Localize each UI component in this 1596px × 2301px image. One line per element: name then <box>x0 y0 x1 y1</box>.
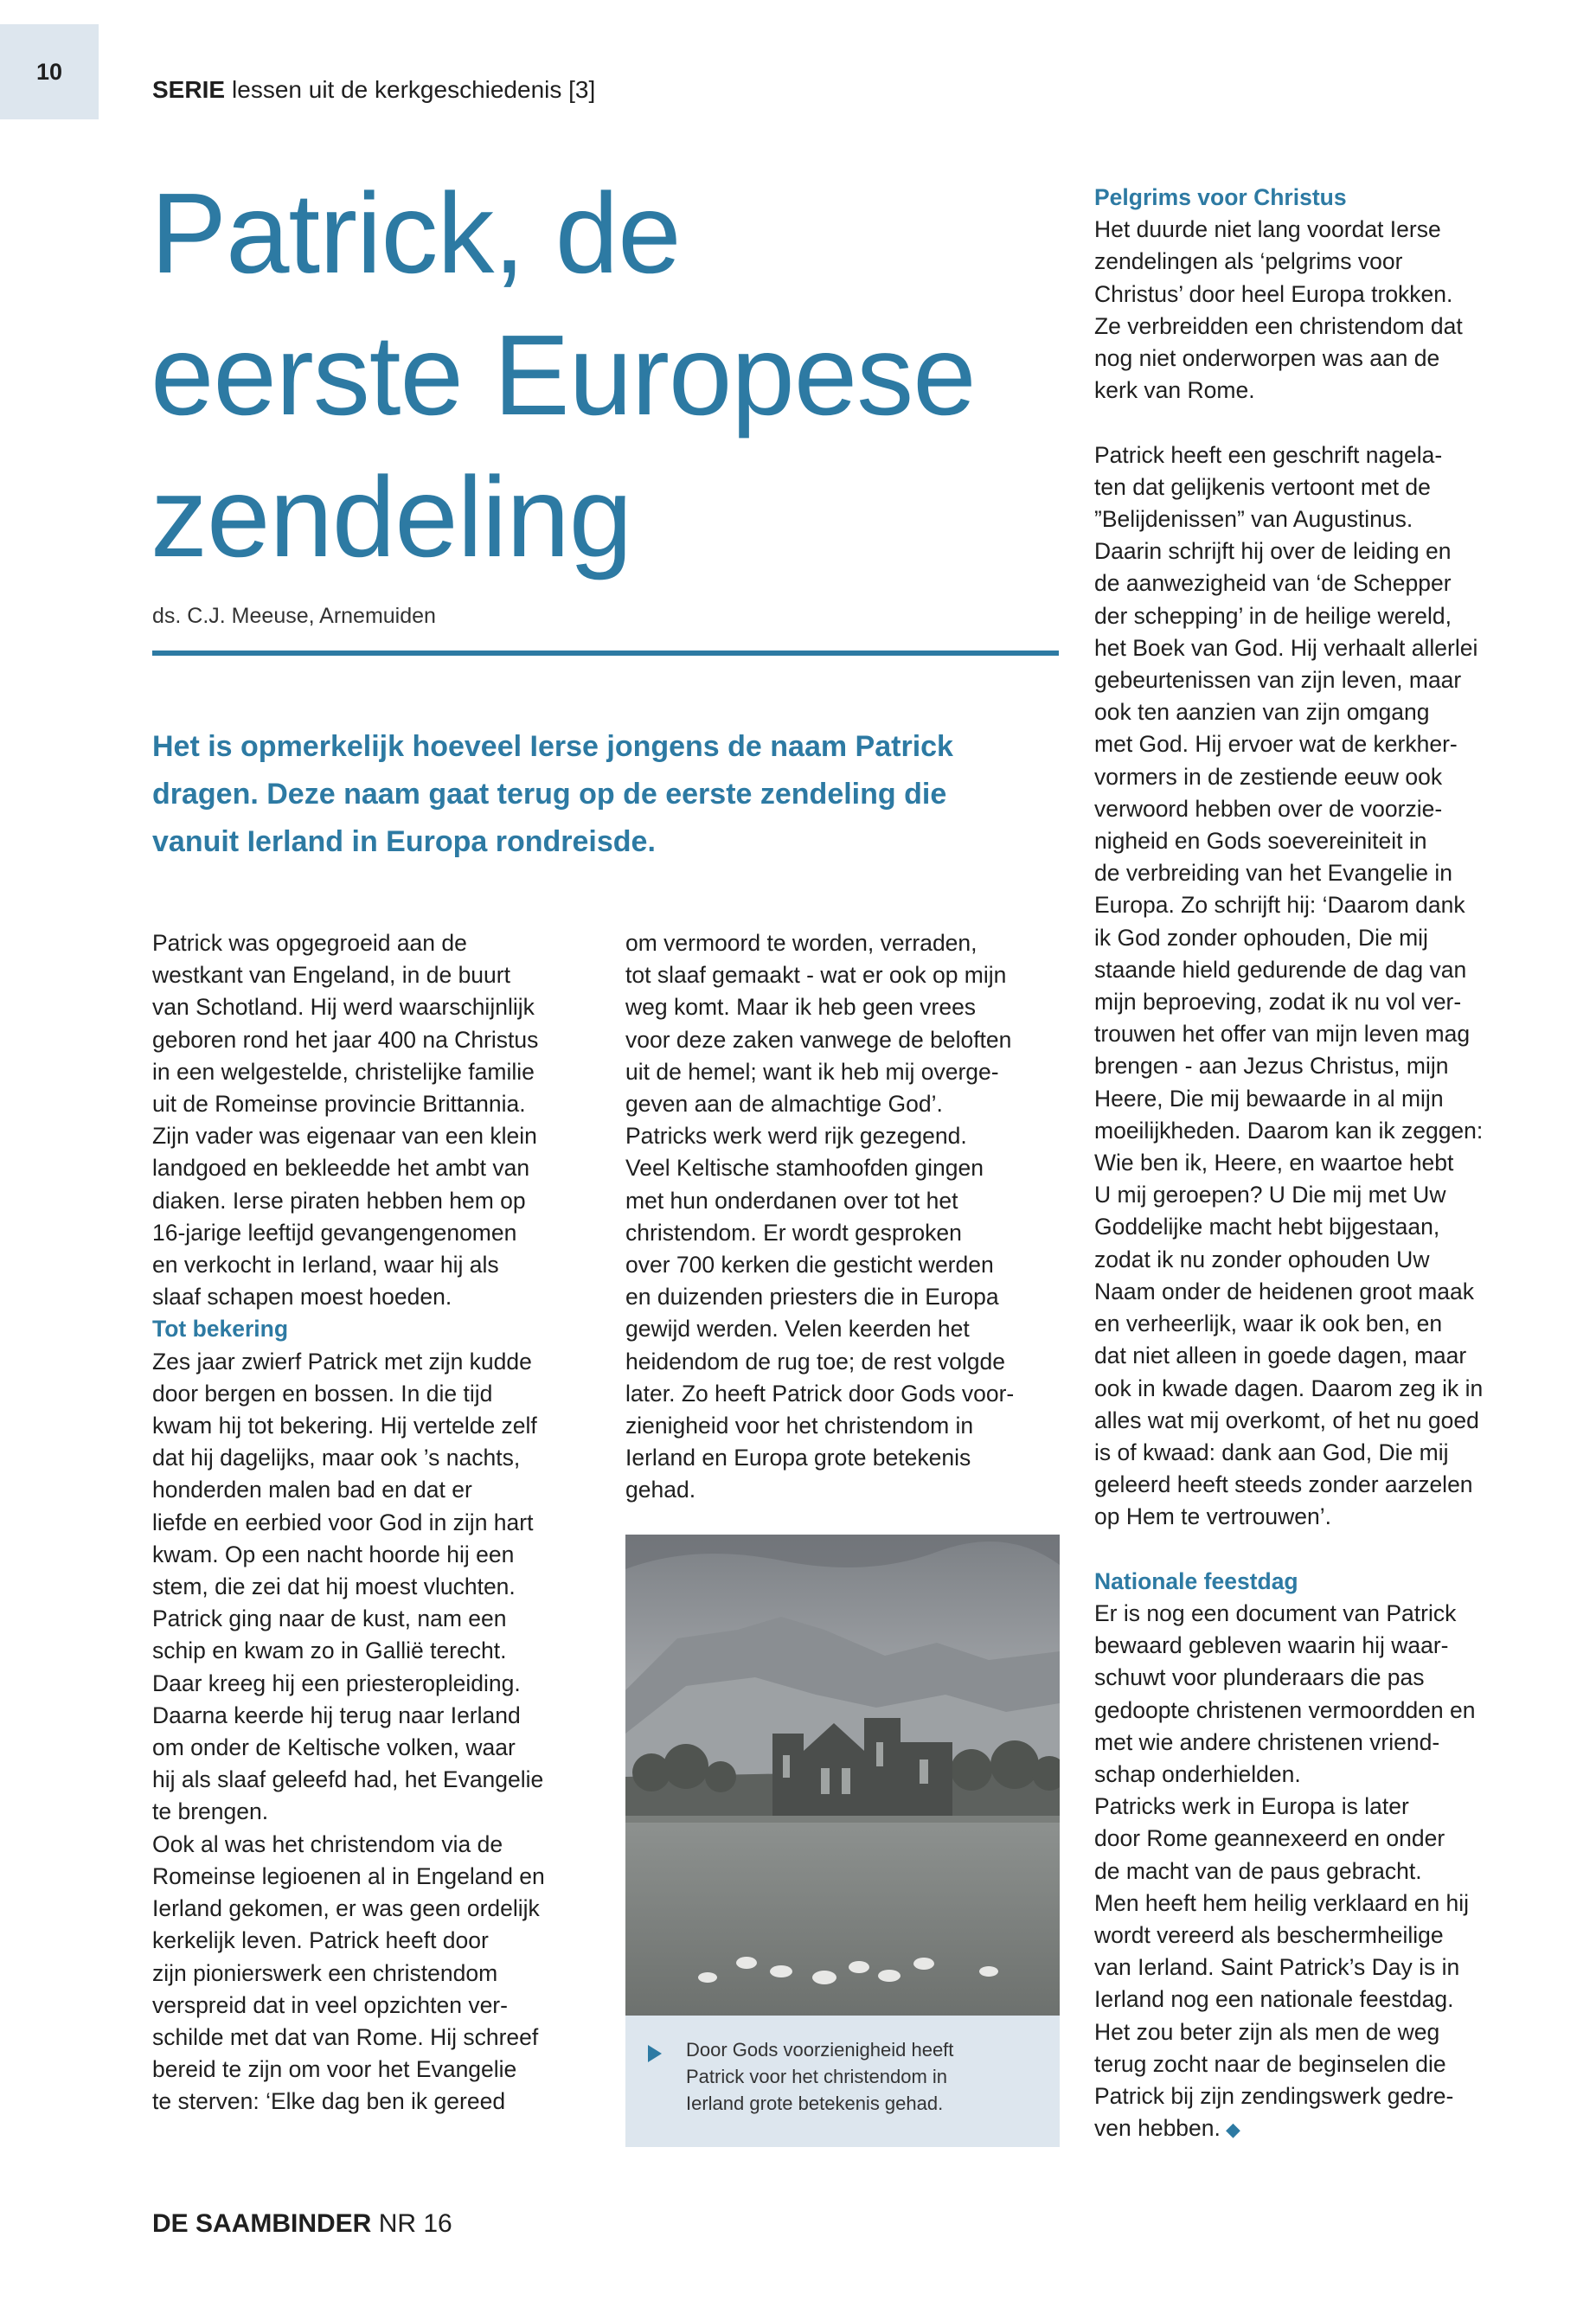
text-line: op Hem te vertrouwen’. <box>1094 1503 1331 1530</box>
text-line: van Ierland. Saint Patrick’s Day is in <box>1094 1954 1460 1981</box>
caption-line: Ierland grote betekenis gehad. <box>686 2093 944 2114</box>
text-line: de macht van de paus gebracht. <box>1094 1857 1422 1884</box>
text-line: dat niet alleen in goede dagen, maar <box>1094 1343 1467 1369</box>
text-line: heidendom de rug toe; de rest volgde <box>625 1348 1006 1375</box>
text-line: U mij geroepen? U Die mij met Uw <box>1094 1182 1446 1208</box>
text-line: brengen - aan Jezus Christus, mijn <box>1094 1053 1449 1080</box>
article-end-icon: ◆ <box>1220 2118 1240 2141</box>
text-line: Patrick ging naar de kust, nam een <box>152 1606 507 1632</box>
issue-number: NR 16 <box>378 2209 452 2238</box>
text-line: ook ten aanzien van zijn omgang <box>1094 699 1430 726</box>
text-line: liefde en eerbied voor God in zijn hart <box>152 1509 534 1535</box>
text-line: christendom. Er wordt gesproken <box>625 1219 962 1246</box>
text-line: schip en kwam zo in Gallië terecht. <box>152 1638 507 1664</box>
text-line: voor deze zaken vanwege de beloften <box>625 1026 1012 1053</box>
title-divider <box>152 651 1059 656</box>
text-line: weg komt. Maar ik heb geen vrees <box>625 994 977 1021</box>
text-line: zendelingen als ‘pelgrims voor <box>1094 248 1403 275</box>
text-line: mijn beproeving, zodat ik nu vol ver- <box>1094 989 1462 1016</box>
text-line: dat hij dagelijks, maar ook ’s nachts, <box>152 1445 521 1471</box>
text-line: zienigheid voor het christendom in <box>625 1413 974 1439</box>
text-line: gewijd werden. Velen keerden het <box>625 1316 970 1343</box>
intro-line: vanuit Ierland in Europa rondreisde. <box>152 825 656 858</box>
text-line: Patricks werk werd rijk gezegend. <box>625 1123 967 1150</box>
text-line: Daarin schrijft hij over de leiding en <box>1094 538 1452 565</box>
caption-line: Patrick voor het christendom in <box>686 2066 948 2087</box>
text-line: later. Zo heeft Patrick door Gods voor- <box>625 1380 1015 1407</box>
caption-line: Door Gods voorzienigheid heeft <box>686 2039 954 2061</box>
text-line: door bergen en bossen. In die tijd <box>152 1380 493 1407</box>
text-line: diaken. Ierse piraten hebben hem op <box>152 1187 526 1214</box>
text-line: schilde met dat van Rome. Hij schreef <box>152 2023 539 2050</box>
title-line: Patrick, de <box>151 170 681 297</box>
text-line: alles wat mij overkomt, of het nu goed <box>1094 1407 1479 1433</box>
text-line: en verheerlijk, waar ik ook ben, en <box>1094 1311 1443 1337</box>
article-column-2 <box>625 927 1058 1507</box>
text-line: tot slaaf gemaakt - wat er ook op mijn <box>625 962 1007 989</box>
text-line: kwam. Op een nacht hoorde hij een <box>152 1541 515 1567</box>
text-line: kerk van Rome. <box>1094 377 1255 404</box>
text-line: ten dat gelijkenis vertoont met de <box>1094 473 1431 500</box>
paragraph-gap <box>1094 1534 1579 1566</box>
text-line: schap onderhielden. <box>1094 1760 1301 1787</box>
page-number: 10 <box>0 24 99 119</box>
landscape-image <box>625 1535 1060 2016</box>
caption-text <box>686 2036 953 2117</box>
section-heading: Nationale feestdag <box>1094 1567 1298 1594</box>
text-line: Christus’ door heel Europa trokken. <box>1094 280 1453 307</box>
section-heading: Pelgrims voor Christus <box>1094 184 1347 210</box>
section-heading: Tot bekering <box>152 1316 289 1343</box>
text-line: wordt vereerd als beschermheilige <box>1094 1921 1444 1948</box>
text-line: zodat ik nu zonder ophouden Uw <box>1094 1246 1430 1272</box>
text-line: Er is nog een document van Patrick <box>1094 1599 1457 1626</box>
text-line: Men heeft hem heilig verklaard en hij <box>1094 1889 1470 1916</box>
text-line: om vermoord te worden, verraden, <box>625 930 977 956</box>
text-line: ook in kwade dagen. Daarom zeg ik in <box>1094 1375 1484 1401</box>
text-line: geven aan de almachtige God’. <box>625 1091 943 1118</box>
text-line: 16-jarige leeftijd gevangengenomen <box>152 1219 517 1246</box>
text-line: ik God zonder ophouden, Die mij <box>1094 924 1428 951</box>
text-line: staande hield gedurende de dag van <box>1094 956 1467 983</box>
text-line: landgoed en bekleedde het ambt van <box>152 1155 530 1182</box>
text-line: uit de hemel; want ik heb mij overge- <box>625 1058 999 1085</box>
text-line: Wie ben ik, Heere, en waartoe hebt <box>1094 1150 1454 1176</box>
text-line: Het duurde niet lang voordat Ierse <box>1094 216 1441 243</box>
article-column-1 <box>152 927 598 2118</box>
text-line: het Boek van God. Hij verhaalt allerlei <box>1094 634 1478 661</box>
text-line: kerkelijk leven. Patrick heeft door <box>152 1927 489 1954</box>
text-line: slaaf schapen moest hoeden. <box>152 1284 452 1311</box>
text-line: Daar kreeg hij een priesteropleiding. <box>152 1670 521 1696</box>
text-line: geboren rond het jaar 400 na Christus <box>152 1026 539 1053</box>
text-line: bereid te zijn om voor het Evangelie <box>152 2056 517 2083</box>
text-line: westkant van Engeland, in de buurt <box>152 962 510 989</box>
text-line: der schepping’ in de heilige wereld, <box>1094 602 1452 629</box>
paragraph-gap <box>1094 407 1579 439</box>
text-line: ven hebben. ◆ <box>1094 2115 1240 2142</box>
text-line: verspreid dat in veel opzichten ver- <box>152 1991 508 2018</box>
photo-caption <box>625 2016 1060 2147</box>
intro-line: dragen. Deze naam gaat terug op de eerste zendeling die <box>152 778 947 811</box>
text-line: Romeinse legioenen al in Engeland en <box>152 1862 545 1889</box>
text-line: honderden malen bad en dat er <box>152 1477 472 1503</box>
text-line: bewaard gebleven waarin hij waar- <box>1094 1632 1449 1659</box>
text-line: met God. Hij ervoer wat de kerkher- <box>1094 731 1458 758</box>
text-line: terug zocht naar de beginselen die <box>1094 2050 1446 2077</box>
text-line: met hun onderdanen over tot het <box>625 1187 958 1214</box>
author-byline: ds. C.J. Meeuse, Arnemuiden <box>152 604 436 628</box>
magazine-name: DE SAAMBINDER <box>152 2209 372 2238</box>
series-header <box>152 76 595 104</box>
text-line: trouwen het offer van mijn leven mag <box>1094 1021 1471 1048</box>
text-line: geleerd heeft steeds zonder aarzelen <box>1094 1471 1473 1498</box>
series-label: SERIE <box>152 76 226 103</box>
text-line: zijn pionierswerk een christendom <box>152 1959 498 1986</box>
text-line: Veel Keltische stamhoofden gingen <box>625 1155 984 1182</box>
text-line: en verkocht in Ierland, waar hij als <box>152 1252 499 1279</box>
text-line: te sterven: ‘Elke dag ben ik gereed <box>152 2088 506 2115</box>
text-line: Ook al was het christendom via de <box>152 1830 503 1857</box>
text-line: te brengen. <box>152 1798 269 1825</box>
article-title <box>151 163 1050 588</box>
text-line: Patrick heeft een geschrift nagela- <box>1094 441 1443 468</box>
text-line: Goddelijke macht hebt bijgestaan, <box>1094 1214 1440 1240</box>
text-line: Ierland gekomen, er was geen ordelijk <box>152 1895 540 1922</box>
text-line: hij als slaaf geleefd had, het Evangelie <box>152 1766 544 1793</box>
text-line: schuwt voor plunderaars die pas <box>1094 1664 1425 1691</box>
magazine-footer <box>152 2209 452 2239</box>
text-line: gebeurtenissen van zijn leven, maar <box>1094 667 1462 694</box>
text-line: kwam hij tot bekering. Hij vertelde zelf <box>152 1413 537 1439</box>
text-line: is of kwaad: dank aan God, Die mij <box>1094 1439 1449 1465</box>
text-line: om onder de Keltische volken, waar <box>152 1734 516 1761</box>
text-line: Heere, Die mij bewaarde in al mijn <box>1094 1085 1444 1112</box>
text-line: Naam onder de heidenen groot maak <box>1094 1278 1475 1304</box>
text-line: nog niet onderworpen was aan de <box>1094 345 1440 372</box>
text-line: Patrick bij zijn zendingswerk gedre- <box>1094 2082 1454 2109</box>
intro-line: Het is opmerkelijk hoeveel Ierse jongens de naam Patrick <box>152 730 953 763</box>
text-line: uit de Romeinse provincie Brittannia. <box>152 1091 526 1118</box>
text-line: in een welgestelde, christelijke familie <box>152 1058 535 1085</box>
text-line: moeilijkheden. Daarom kan ik zeggen: <box>1094 1117 1484 1144</box>
text-line: Patrick was opgegroeid aan de <box>152 930 467 956</box>
text-line: ”Belijdenissen” van Augustinus. <box>1094 506 1413 533</box>
text-line: over 700 kerken die gesticht werden <box>625 1252 994 1279</box>
title-line: zendeling <box>151 453 632 580</box>
text-line: Daarna keerde hij terug naar Ierland <box>152 1702 521 1728</box>
text-line: Ierland nog een nationale feestdag. <box>1094 1986 1454 2013</box>
text-line: Ze verbreidden een christendom dat <box>1094 312 1463 339</box>
text-line: vormers in de zestiende eeuw ook <box>1094 763 1443 790</box>
text-line: met wie andere christenen vriend- <box>1094 1728 1440 1755</box>
text-line: gehad. <box>625 1477 696 1503</box>
text-line: en duizenden priesters die in Europa <box>625 1284 999 1311</box>
article-column-3 <box>1094 182 1579 2145</box>
text-line: Europa. Zo schrijft hij: ‘Daarom dank <box>1094 892 1465 919</box>
text-line: gedoopte christenen vermoordden en <box>1094 1696 1476 1723</box>
series-title: lessen uit de kerkgeschiedenis [3] <box>232 76 596 103</box>
text-line: stem, die zei dat hij moest vluchten. <box>152 1574 516 1600</box>
text-line: Het zou beter zijn als men de weg <box>1094 2018 1440 2045</box>
text-line: door Rome geannexeerd en onder <box>1094 1825 1445 1852</box>
abbey-ruins-photo <box>625 1535 1060 2016</box>
text-line: van Schotland. Hij werd waarschijnlijk <box>152 994 535 1021</box>
caption-arrow-icon <box>648 2045 662 2062</box>
text-line: nigheid en Gods soevereiniteit in <box>1094 828 1427 855</box>
title-line: eerste Europese <box>151 311 976 439</box>
intro-lead <box>152 723 1026 866</box>
text-line: de aanwezigheid van ‘de Schepper <box>1094 570 1452 597</box>
text-line: Patricks werk in Europa is later <box>1094 1793 1409 1820</box>
text-line: Ierland en Europa grote betekenis <box>625 1445 971 1471</box>
text-line: de verbreiding van het Evangelie in <box>1094 860 1452 887</box>
text-line: Zijn vader was eigenaar van een klein <box>152 1123 537 1150</box>
text-line: Zes jaar zwierf Patrick met zijn kudde <box>152 1348 532 1375</box>
text-line: verwoord hebben over de voorzie- <box>1094 795 1443 822</box>
